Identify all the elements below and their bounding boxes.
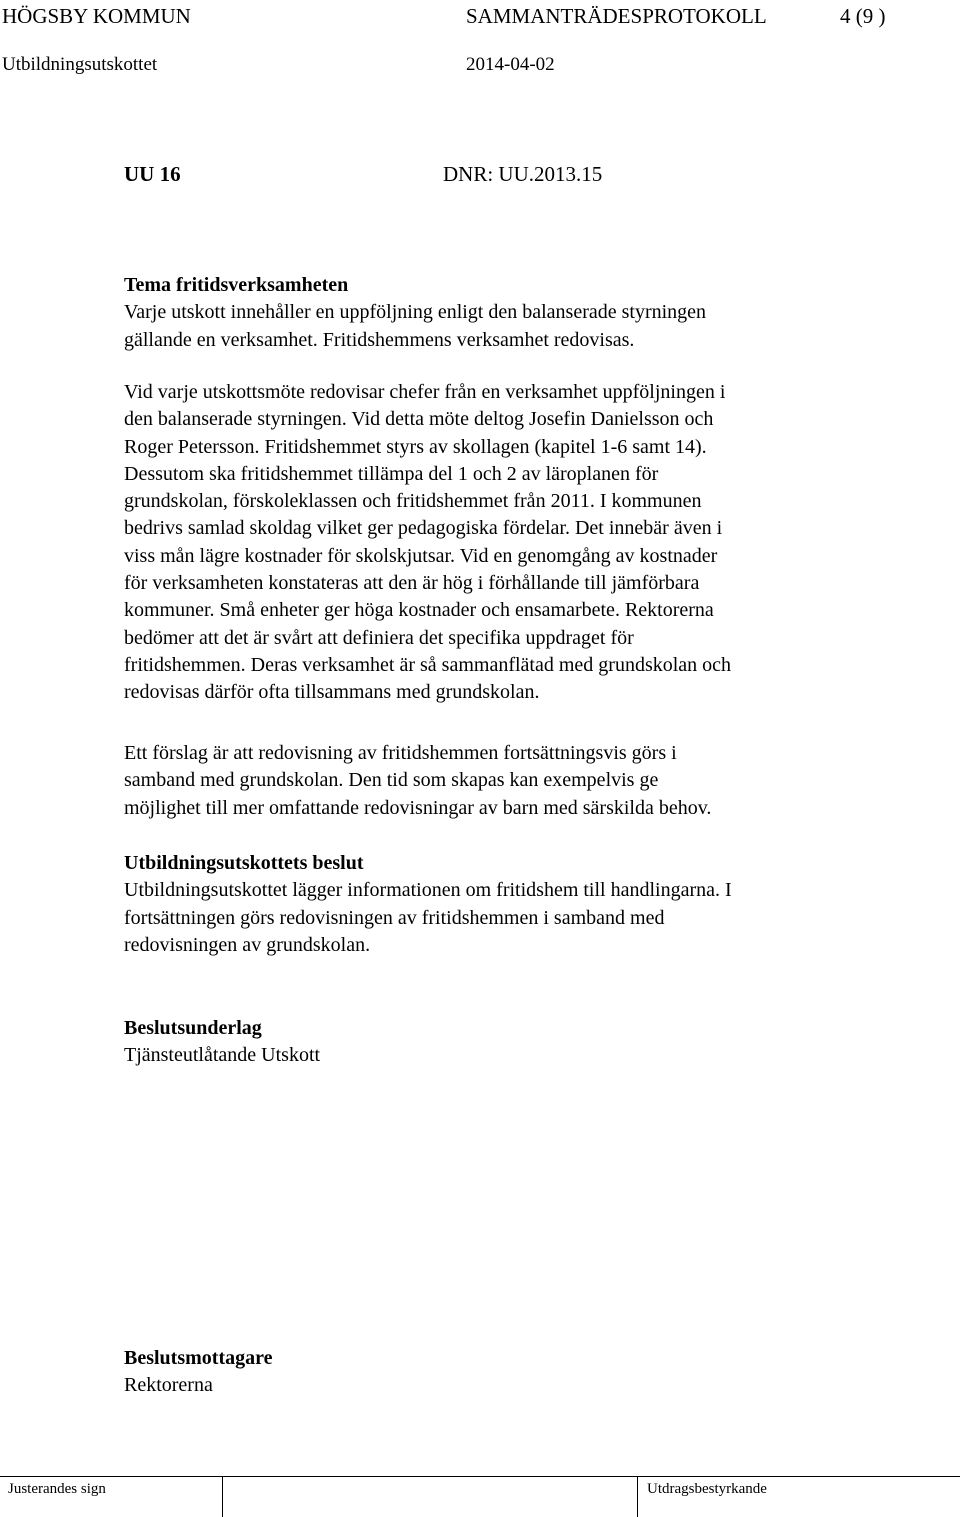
section-basis [124, 1015, 884, 1070]
text-line: gällande en verksamhet. Fritidshemmens verksamhet redovisas. [124, 328, 635, 351]
text-line: kommuner. Små enheter ger höga kostnader och ensamarbete. Rektorerna [124, 599, 714, 622]
footer-divider [0, 1476, 960, 1477]
section-recipients [124, 1345, 884, 1400]
text-line: fritidshemmen. Deras verksamhet är så sammanflätad med grundskolan och [124, 653, 732, 676]
text-line: Varje utskott innehåller en uppföljning enligt den balanserade styrningen [124, 301, 707, 324]
section-proposal [124, 740, 884, 822]
text-line: viss mån lägre kostnader för skolskjutsar. Vid en genomgång av kostnader [124, 544, 718, 567]
text-line: Utbildningsutskottet lägger informationen om fritidshem till handlingarna. I [124, 879, 732, 902]
footer-certification-label: Utdragsbestyrkande [647, 1481, 767, 1497]
header-date: 2014-04-02 [466, 54, 555, 75]
header-doc-type: SAMMANTRÄDESPROTOKOLL [466, 4, 767, 28]
item-dnr: DNR: UU.2013.15 [443, 162, 603, 186]
section-heading: Beslutsmottagare [124, 1347, 273, 1369]
footer-signature-box-left [222, 1476, 223, 1517]
header-page-number: 4 (9 ) [840, 4, 886, 28]
header-committee: Utbildningsutskottet [2, 54, 158, 75]
text-line: redovisningen av grundskolan. [124, 933, 371, 956]
footer-signature-box-right [637, 1476, 638, 1517]
text-line: samband med grundskolan. Den tid som skapas kan exempelvis ge [124, 769, 659, 792]
text-line: grundskolan, förskoleklassen och fritidshemmet från 2011. I kommunen [124, 490, 702, 513]
text-line: redovisas därför ofta tillsammans med grundskolan. [124, 681, 540, 704]
text-line: Vid varje utskottsmöte redovisar chefer från en verksamhet uppföljningen i [124, 381, 726, 403]
text-line: bedrivs samlad skoldag vilket ger pedagogiska fördelar. Det innebär även i [124, 517, 723, 540]
text-line: bedömer att det är svårt att definiera det specifika uppdraget för [124, 626, 634, 649]
text-line: Rektorerna [124, 1374, 213, 1397]
section-decision [124, 850, 884, 959]
section-heading: Beslutsunderlag [124, 1017, 262, 1039]
text-line: Dessutom ska fritidshemmet tillämpa del 1 och 2 av läroplanen för [124, 462, 659, 485]
section-heading: Tema fritidsverksamheten [124, 274, 349, 296]
text-line: Tjänsteutlåtande Utskott [124, 1044, 321, 1067]
section-description [124, 379, 884, 707]
footer-signature-label: Justerandes sign [8, 1481, 106, 1497]
text-line: fortsättningen görs redovisningen av fritidshemmen i samband med [124, 906, 665, 929]
text-line: möjlighet till mer omfattande redovisningar av barn med särskilda behov. [124, 796, 712, 819]
text-line: den balanserade styrningen. Vid detta möte deltog Josefin Danielsson och [124, 408, 714, 431]
text-line: Ett förslag är att redovisning av fritidshemmen fortsättningsvis görs i [124, 742, 677, 764]
text-line: för verksamheten konstateras att den är hög i förhållande till jämförbara [124, 572, 700, 595]
text-line: Roger Petersson. Fritidshemmet styrs av skollagen (kapitel 1-6 samt 14). [124, 435, 707, 458]
item-number: UU 16 [124, 162, 181, 186]
header-org: HÖGSBY KOMMUN [2, 4, 191, 28]
section-tema [124, 272, 884, 354]
section-heading: Utbildningsutskottets beslut [124, 852, 364, 874]
